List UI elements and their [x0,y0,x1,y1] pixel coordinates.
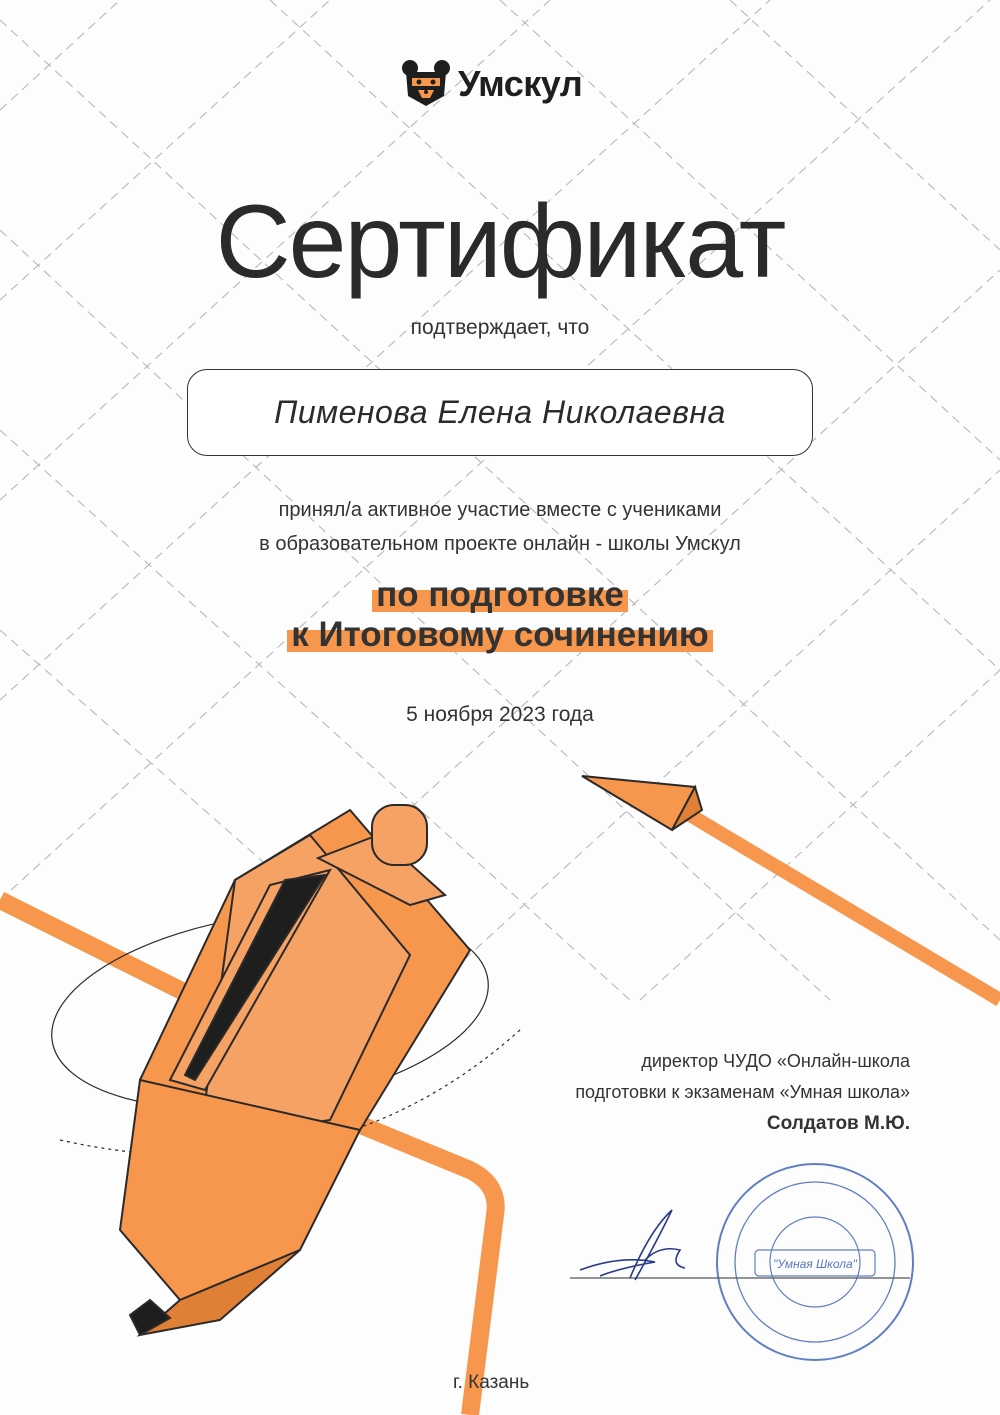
recipient-name-box [187,369,813,456]
director-block [575,1046,910,1139]
project-title [0,575,1000,655]
project-line-2: к Итоговому сочинению [287,615,713,655]
event-date: 5 ноября 2023 года [406,703,594,726]
umskul-logo [400,56,582,112]
participation-line-2: в образовательном проекте онлайн - школы Умскул [259,533,741,555]
project-line-1: по подготовке [372,575,628,615]
confirms-text: подтверждает, что [410,316,590,339]
signer-name: Солдатов М.Ю. [766,1113,910,1134]
participation-text [0,493,1000,561]
pen-body [120,805,470,1335]
director-line-1: директор ЧУДО «Онлайн-школа [641,1051,910,1071]
city-text: г. Казань [453,1372,530,1393]
signature-and-stamp [560,1150,940,1370]
title-block [0,184,1000,300]
certificate-title: Сертификат [206,190,795,294]
bear-head-icon [400,58,452,110]
stamp-center-text: "Умная Школа" [773,1257,857,1271]
recipient-name: Пименова Елена Николаевна [274,394,726,430]
handwritten-signature [580,1210,685,1280]
logo-text: Умскул [458,63,583,104]
participation-line-1: принял/а активное участие вместе с учениками [278,499,722,521]
arrow-shape [582,776,1000,1000]
director-line-2: подготовки к экзаменам «Умная школа» [575,1082,910,1102]
